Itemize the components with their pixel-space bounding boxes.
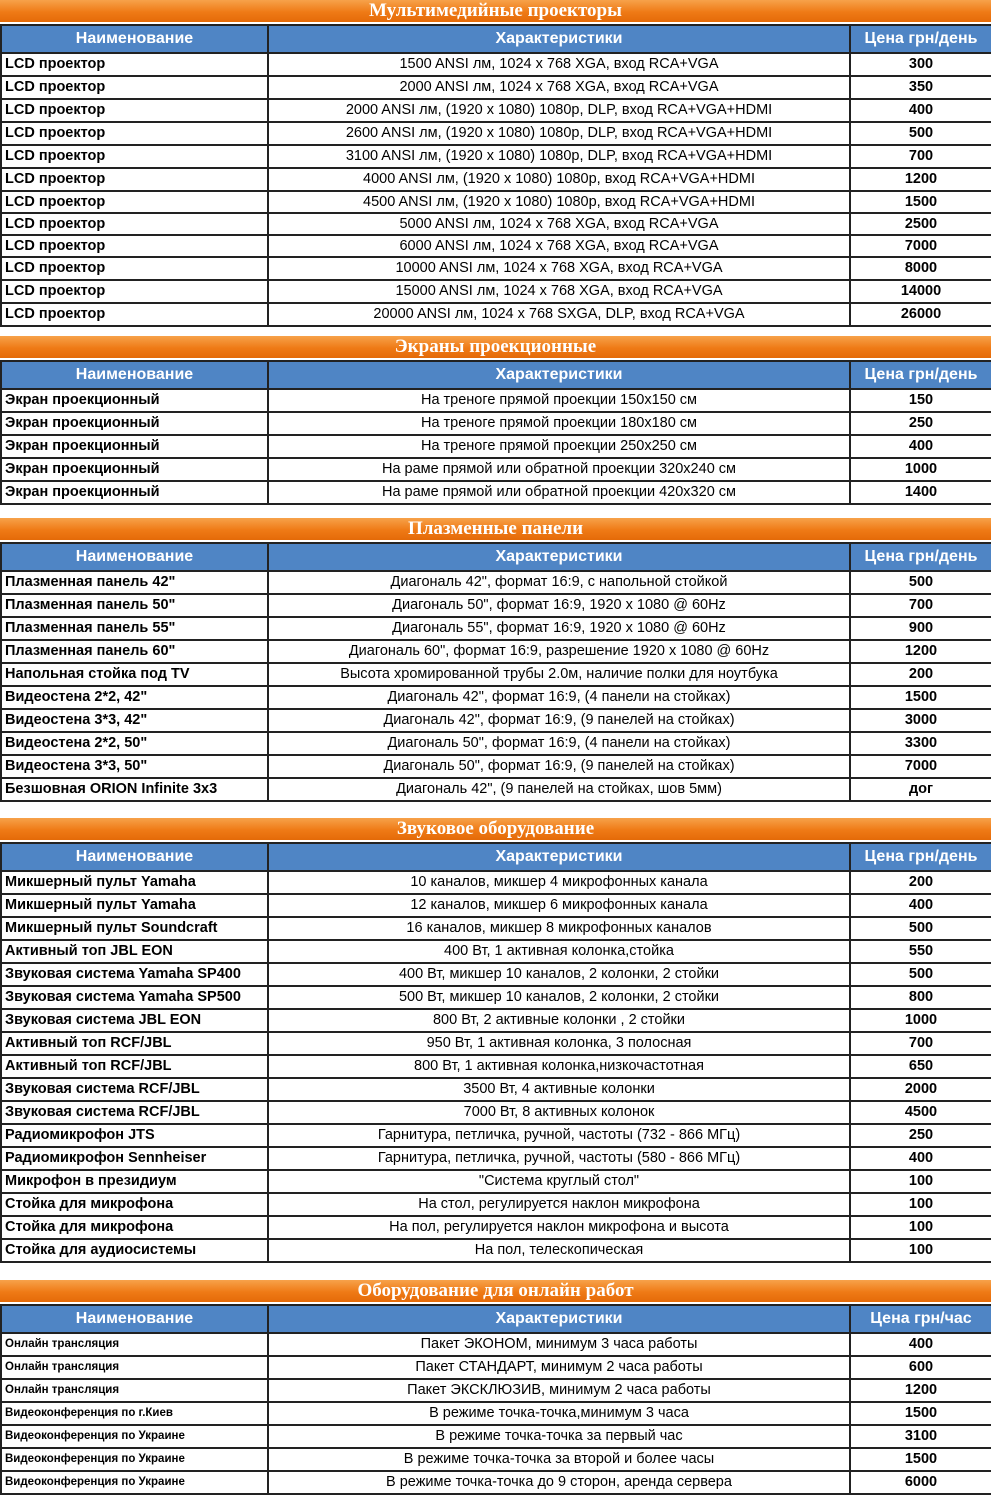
- table-row: [1, 1147, 991, 1170]
- item-name: Экран проекционный: [1, 412, 268, 435]
- item-price: 1200: [850, 640, 991, 663]
- table-row: [1, 1124, 991, 1147]
- item-spec: 16 каналов, микшер 8 микрофонных каналов: [268, 917, 850, 940]
- item-spec: "Система круглый стол": [268, 1170, 850, 1193]
- item-name: Видеоконференция по Украине: [1, 1448, 268, 1471]
- item-price: 350: [850, 76, 991, 99]
- item-spec: В режиме точка-точка до 9 сторон, аренда сервера: [268, 1471, 850, 1494]
- item-name: Напольная стойка под TV: [1, 663, 268, 686]
- table-row: [1, 412, 991, 435]
- table-row: [1, 732, 991, 755]
- item-price: 400: [850, 1147, 991, 1170]
- item-spec: В режиме точка-точка за первый час: [268, 1425, 850, 1448]
- item-spec: Диагональ 42", формат 16:9, с напольной стойкой: [268, 571, 850, 594]
- item-spec: Диагональ 42", формат 16:9, (4 панели на стойках): [268, 686, 850, 709]
- item-name: Видеостена 2*2, 42": [1, 686, 268, 709]
- item-price: 400: [850, 435, 991, 458]
- item-name: LCD проектор: [1, 191, 268, 213]
- table-row: [1, 594, 991, 617]
- section-title: Плазменные панели: [0, 518, 991, 542]
- column-header-price: Цена грн/день: [850, 361, 991, 389]
- item-name: Видеостена 3*3, 42": [1, 709, 268, 732]
- item-price: 550: [850, 940, 991, 963]
- table-header-row: [1, 361, 991, 389]
- table-header-row: [1, 843, 991, 871]
- item-spec: На треноге прямой проекции 150x150 см: [268, 389, 850, 412]
- item-name: LCD проектор: [1, 145, 268, 168]
- item-spec: На раме прямой или обратной проекции 320x240 см: [268, 458, 850, 481]
- table-row: [1, 168, 991, 191]
- item-spec: 4500 ANSI лм, (1920 x 1080) 1080p, вход RCA+VGA+HDMI: [268, 191, 850, 213]
- table-row: [1, 1193, 991, 1216]
- item-price: 1500: [850, 686, 991, 709]
- item-name: Активный топ RCF/JBL: [1, 1055, 268, 1078]
- item-spec: 4000 ANSI лм, (1920 x 1080) 1080p, вход RCA+VGA+HDMI: [268, 168, 850, 191]
- table-row: [1, 894, 991, 917]
- item-price: 900: [850, 617, 991, 640]
- item-price: 3000: [850, 709, 991, 732]
- item-name: Видеоконференция по Украине: [1, 1425, 268, 1448]
- item-name: Микшерный пульт Yamaha: [1, 871, 268, 894]
- item-name: Стойка для микрофона: [1, 1193, 268, 1216]
- item-price: 600: [850, 1356, 991, 1379]
- item-name: Онлайн трансляция: [1, 1379, 268, 1402]
- item-price: 300: [850, 53, 991, 76]
- item-price: 500: [850, 571, 991, 594]
- item-spec: На пол, телескопическая: [268, 1239, 850, 1262]
- table-row: [1, 571, 991, 594]
- item-spec: На раме прямой или обратной проекции 420x320 см: [268, 481, 850, 504]
- item-price: 7000: [850, 235, 991, 257]
- item-spec: Пакет ЭКОНОМ, минимум 3 часа работы: [268, 1333, 850, 1356]
- item-spec: 2000 ANSI лм, (1920 x 1080) 1080p, DLP, вход RCA+VGA+HDMI: [268, 99, 850, 122]
- item-spec: 6000 ANSI лм, 1024 x 768 XGA, вход RCA+VGA: [268, 235, 850, 257]
- item-price: 500: [850, 917, 991, 940]
- table-row: [1, 940, 991, 963]
- table-row: [1, 963, 991, 986]
- item-price: 1400: [850, 481, 991, 504]
- item-name: Онлайн трансляция: [1, 1356, 268, 1379]
- table-row: [1, 389, 991, 412]
- table-row: [1, 1009, 991, 1032]
- item-spec: Диагональ 42", (9 панелей на стойках, шов 5мм): [268, 778, 850, 801]
- item-spec: Диагональ 50", формат 16:9, 1920 x 1080 @ 60Hz: [268, 594, 850, 617]
- price-table: [0, 542, 991, 802]
- item-price: 100: [850, 1193, 991, 1216]
- table-row: [1, 1402, 991, 1425]
- item-name: LCD проектор: [1, 235, 268, 257]
- item-name: Плазменная панель 60": [1, 640, 268, 663]
- column-header-price: Цена грн/день: [850, 843, 991, 871]
- item-price: 1000: [850, 1009, 991, 1032]
- item-spec: На треноге прямой проекции 180x180 см: [268, 412, 850, 435]
- item-spec: Гарнитура, петличка, ручной, частоты (580 - 866 МГц): [268, 1147, 850, 1170]
- table-row: [1, 191, 991, 213]
- column-header-spec: Характеристики: [268, 1305, 850, 1333]
- item-name: Экран проекционный: [1, 481, 268, 504]
- column-header-price: Цена грн/день: [850, 25, 991, 53]
- column-header-spec: Характеристики: [268, 843, 850, 871]
- item-price: 250: [850, 1124, 991, 1147]
- item-spec: 12 каналов, микшер 6 микрофонных канала: [268, 894, 850, 917]
- item-spec: 1500 ANSI лм, 1024 x 768 XGA, вход RCA+VGA: [268, 53, 850, 76]
- item-spec: 2000 ANSI лм, 1024 x 768 XGA, вход RCA+VGA: [268, 76, 850, 99]
- item-name: LCD проектор: [1, 76, 268, 99]
- price-table: [0, 842, 991, 1263]
- item-name: LCD проектор: [1, 213, 268, 235]
- column-header-name: Наименование: [1, 25, 268, 53]
- item-price: 2000: [850, 1078, 991, 1101]
- item-price: 1000: [850, 458, 991, 481]
- item-spec: 15000 ANSI лм, 1024 x 768 XGA, вход RCA+VGA: [268, 280, 850, 303]
- table-row: [1, 1078, 991, 1101]
- table-row: [1, 1471, 991, 1494]
- item-name: Звуковая система RCF/JBL: [1, 1101, 268, 1124]
- item-price: 8000: [850, 257, 991, 280]
- column-header-name: Наименование: [1, 1305, 268, 1333]
- section-title: Оборудование для онлайн работ: [0, 1280, 991, 1304]
- table-header-row: [1, 543, 991, 571]
- item-spec: 400 Вт, микшер 10 каналов, 2 колонки, 2 стойки: [268, 963, 850, 986]
- item-price: 1500: [850, 1402, 991, 1425]
- item-price: 1500: [850, 1448, 991, 1471]
- table-row: [1, 1425, 991, 1448]
- item-name: Активный топ RCF/JBL: [1, 1032, 268, 1055]
- section-sound: [0, 818, 991, 1263]
- item-name: Радиомикрофон Sennheiser: [1, 1147, 268, 1170]
- item-price: 6000: [850, 1471, 991, 1494]
- item-price: 26000: [850, 303, 991, 326]
- item-name: LCD проектор: [1, 122, 268, 145]
- item-spec: Пакет ЭКСКЛЮЗИВ, минимум 2 часа работы: [268, 1379, 850, 1402]
- item-name: LCD проектор: [1, 280, 268, 303]
- item-spec: 400 Вт, 1 активная колонка,стойка: [268, 940, 850, 963]
- item-price: 800: [850, 986, 991, 1009]
- table-row: [1, 481, 991, 504]
- table-row: [1, 76, 991, 99]
- item-price: 400: [850, 894, 991, 917]
- table-row: [1, 303, 991, 326]
- item-spec: На треноге прямой проекции 250x250 см: [268, 435, 850, 458]
- table-row: [1, 235, 991, 257]
- table-header-row: [1, 1305, 991, 1333]
- item-name: Микшерный пульт Soundcraft: [1, 917, 268, 940]
- item-price: 150: [850, 389, 991, 412]
- item-spec: Диагональ 50", формат 16:9, (9 панелей на стойках): [268, 755, 850, 778]
- item-name: Звуковая система Yamaha SP400: [1, 963, 268, 986]
- item-spec: 950 Вт, 1 активная колонка, 3 полосная: [268, 1032, 850, 1055]
- table-header-row: [1, 25, 991, 53]
- item-name: Безшовная ORION Infinite 3x3: [1, 778, 268, 801]
- price-table: [0, 24, 991, 327]
- item-price: 650: [850, 1055, 991, 1078]
- table-row: [1, 755, 991, 778]
- item-name: Экран проекционный: [1, 435, 268, 458]
- item-price: 2500: [850, 213, 991, 235]
- item-spec: 5000 ANSI лм, 1024 x 768 XGA, вход RCA+VGA: [268, 213, 850, 235]
- item-spec: 500 Вт, микшер 10 каналов, 2 колонки, 2 стойки: [268, 986, 850, 1009]
- item-spec: 800 Вт, 1 активная колонка,низкочастотная: [268, 1055, 850, 1078]
- section-title: Экраны проекционные: [0, 336, 991, 360]
- item-price: 100: [850, 1170, 991, 1193]
- item-name: Микшерный пульт Yamaha: [1, 894, 268, 917]
- item-name: Звуковая система Yamaha SP500: [1, 986, 268, 1009]
- item-name: Звуковая система RCF/JBL: [1, 1078, 268, 1101]
- table-row: [1, 1333, 991, 1356]
- item-spec: 10000 ANSI лм, 1024 x 768 XGA, вход RCA+VGA: [268, 257, 850, 280]
- column-header-price: Цена грн/час: [850, 1305, 991, 1333]
- item-spec: 3500 Вт, 4 активные колонки: [268, 1078, 850, 1101]
- item-name: Активный топ JBL EON: [1, 940, 268, 963]
- table-row: [1, 1379, 991, 1402]
- column-header-price: Цена грн/день: [850, 543, 991, 571]
- column-header-name: Наименование: [1, 543, 268, 571]
- table-row: [1, 213, 991, 235]
- item-spec: Диагональ 60", формат 16:9, разрешение 1920 x 1080 @ 60Hz: [268, 640, 850, 663]
- table-row: [1, 986, 991, 1009]
- table-row: [1, 1170, 991, 1193]
- item-spec: В режиме точка-точка,минимум 3 часа: [268, 1402, 850, 1425]
- item-price: 1200: [850, 168, 991, 191]
- item-name: Звуковая система JBL EON: [1, 1009, 268, 1032]
- item-spec: Пакет СТАНДАРТ, минимум 2 часа работы: [268, 1356, 850, 1379]
- item-spec: 7000 Вт, 8 активных колонок: [268, 1101, 850, 1124]
- item-spec: Диагональ 50", формат 16:9, (4 панели на стойках): [268, 732, 850, 755]
- item-price: 400: [850, 99, 991, 122]
- price-table: [0, 360, 991, 505]
- item-name: Видеостена 3*3, 50": [1, 755, 268, 778]
- section-online: [0, 1280, 991, 1495]
- item-name: Радиомикрофон JTS: [1, 1124, 268, 1147]
- item-name: LCD проектор: [1, 53, 268, 76]
- section-title: Мультимедийные проекторы: [0, 0, 991, 24]
- item-price: 7000: [850, 755, 991, 778]
- item-spec: 800 Вт, 2 активные колонки , 2 стойки: [268, 1009, 850, 1032]
- table-row: [1, 871, 991, 894]
- item-spec: 10 каналов, микшер 4 микрофонных канала: [268, 871, 850, 894]
- table-row: [1, 122, 991, 145]
- item-spec: Диагональ 55", формат 16:9, 1920 x 1080 @ 60Hz: [268, 617, 850, 640]
- item-spec: В режиме точка-точка за второй и более часы: [268, 1448, 850, 1471]
- section-screens: [0, 336, 991, 505]
- item-spec: Диагональ 42", формат 16:9, (9 панелей на стойках): [268, 709, 850, 732]
- item-price: 3300: [850, 732, 991, 755]
- table-row: [1, 709, 991, 732]
- item-price: 700: [850, 1032, 991, 1055]
- item-name: Микрофон в президиум: [1, 1170, 268, 1193]
- item-name: Экран проекционный: [1, 458, 268, 481]
- column-header-spec: Характеристики: [268, 543, 850, 571]
- item-spec: На стол, регулируется наклон микрофона: [268, 1193, 850, 1216]
- table-row: [1, 617, 991, 640]
- item-price: 400: [850, 1333, 991, 1356]
- item-name: Стойка для микрофона: [1, 1216, 268, 1239]
- item-price: 3100: [850, 1425, 991, 1448]
- item-price: 700: [850, 594, 991, 617]
- table-row: [1, 640, 991, 663]
- table-row: [1, 1032, 991, 1055]
- table-row: [1, 1101, 991, 1124]
- table-row: [1, 458, 991, 481]
- item-spec: 2600 ANSI лм, (1920 x 1080) 1080p, DLP, вход RCA+VGA+HDMI: [268, 122, 850, 145]
- item-name: Плазменная панель 50": [1, 594, 268, 617]
- table-row: [1, 280, 991, 303]
- item-spec: На пол, регулируется наклон микрофона и высота: [268, 1216, 850, 1239]
- table-row: [1, 435, 991, 458]
- item-name: LCD проектор: [1, 257, 268, 280]
- item-name: Видеоконференция по Украине: [1, 1471, 268, 1494]
- item-name: LCD проектор: [1, 99, 268, 122]
- item-price: 100: [850, 1239, 991, 1262]
- price-table: [0, 1304, 991, 1495]
- item-price: 4500: [850, 1101, 991, 1124]
- column-header-name: Наименование: [1, 843, 268, 871]
- item-price: 700: [850, 145, 991, 168]
- table-row: [1, 257, 991, 280]
- table-row: [1, 1216, 991, 1239]
- item-price: 1500: [850, 191, 991, 213]
- item-price: 100: [850, 1216, 991, 1239]
- item-spec: 20000 ANSI лм, 1024 x 768 SXGA, DLP, вход RCA+VGA: [268, 303, 850, 326]
- item-name: Плазменная панель 42": [1, 571, 268, 594]
- item-price: 14000: [850, 280, 991, 303]
- item-name: Видеостена 2*2, 50": [1, 732, 268, 755]
- table-row: [1, 1055, 991, 1078]
- item-name: LCD проектор: [1, 303, 268, 326]
- section-projectors: [0, 0, 991, 327]
- table-row: [1, 145, 991, 168]
- column-header-spec: Характеристики: [268, 361, 850, 389]
- table-row: [1, 778, 991, 801]
- item-price: 500: [850, 122, 991, 145]
- column-header-spec: Характеристики: [268, 25, 850, 53]
- item-price: 200: [850, 871, 991, 894]
- table-row: [1, 53, 991, 76]
- item-price: 500: [850, 963, 991, 986]
- item-name: Видеоконференция по г.Киев: [1, 1402, 268, 1425]
- column-header-name: Наименование: [1, 361, 268, 389]
- item-price: 1200: [850, 1379, 991, 1402]
- table-row: [1, 1239, 991, 1262]
- item-name: Онлайн трансляция: [1, 1333, 268, 1356]
- table-row: [1, 663, 991, 686]
- table-row: [1, 1448, 991, 1471]
- table-row: [1, 686, 991, 709]
- item-spec: 3100 ANSI лм, (1920 x 1080) 1080p, DLP, вход RCA+VGA+HDMI: [268, 145, 850, 168]
- item-name: Плазменная панель 55": [1, 617, 268, 640]
- section-title: Звуковое оборудование: [0, 818, 991, 842]
- table-row: [1, 917, 991, 940]
- item-name: Экран проекционный: [1, 389, 268, 412]
- item-name: LCD проектор: [1, 168, 268, 191]
- table-row: [1, 1356, 991, 1379]
- item-price: дог: [850, 778, 991, 801]
- section-plasma: [0, 518, 991, 802]
- item-price: 200: [850, 663, 991, 686]
- item-spec: Высота хромированной трубы 2.0м, наличие полки для ноутбука: [268, 663, 850, 686]
- table-row: [1, 99, 991, 122]
- item-name: Стойка для аудиосистемы: [1, 1239, 268, 1262]
- item-price: 250: [850, 412, 991, 435]
- item-spec: Гарнитура, петличка, ручной, частоты (732 - 866 МГц): [268, 1124, 850, 1147]
